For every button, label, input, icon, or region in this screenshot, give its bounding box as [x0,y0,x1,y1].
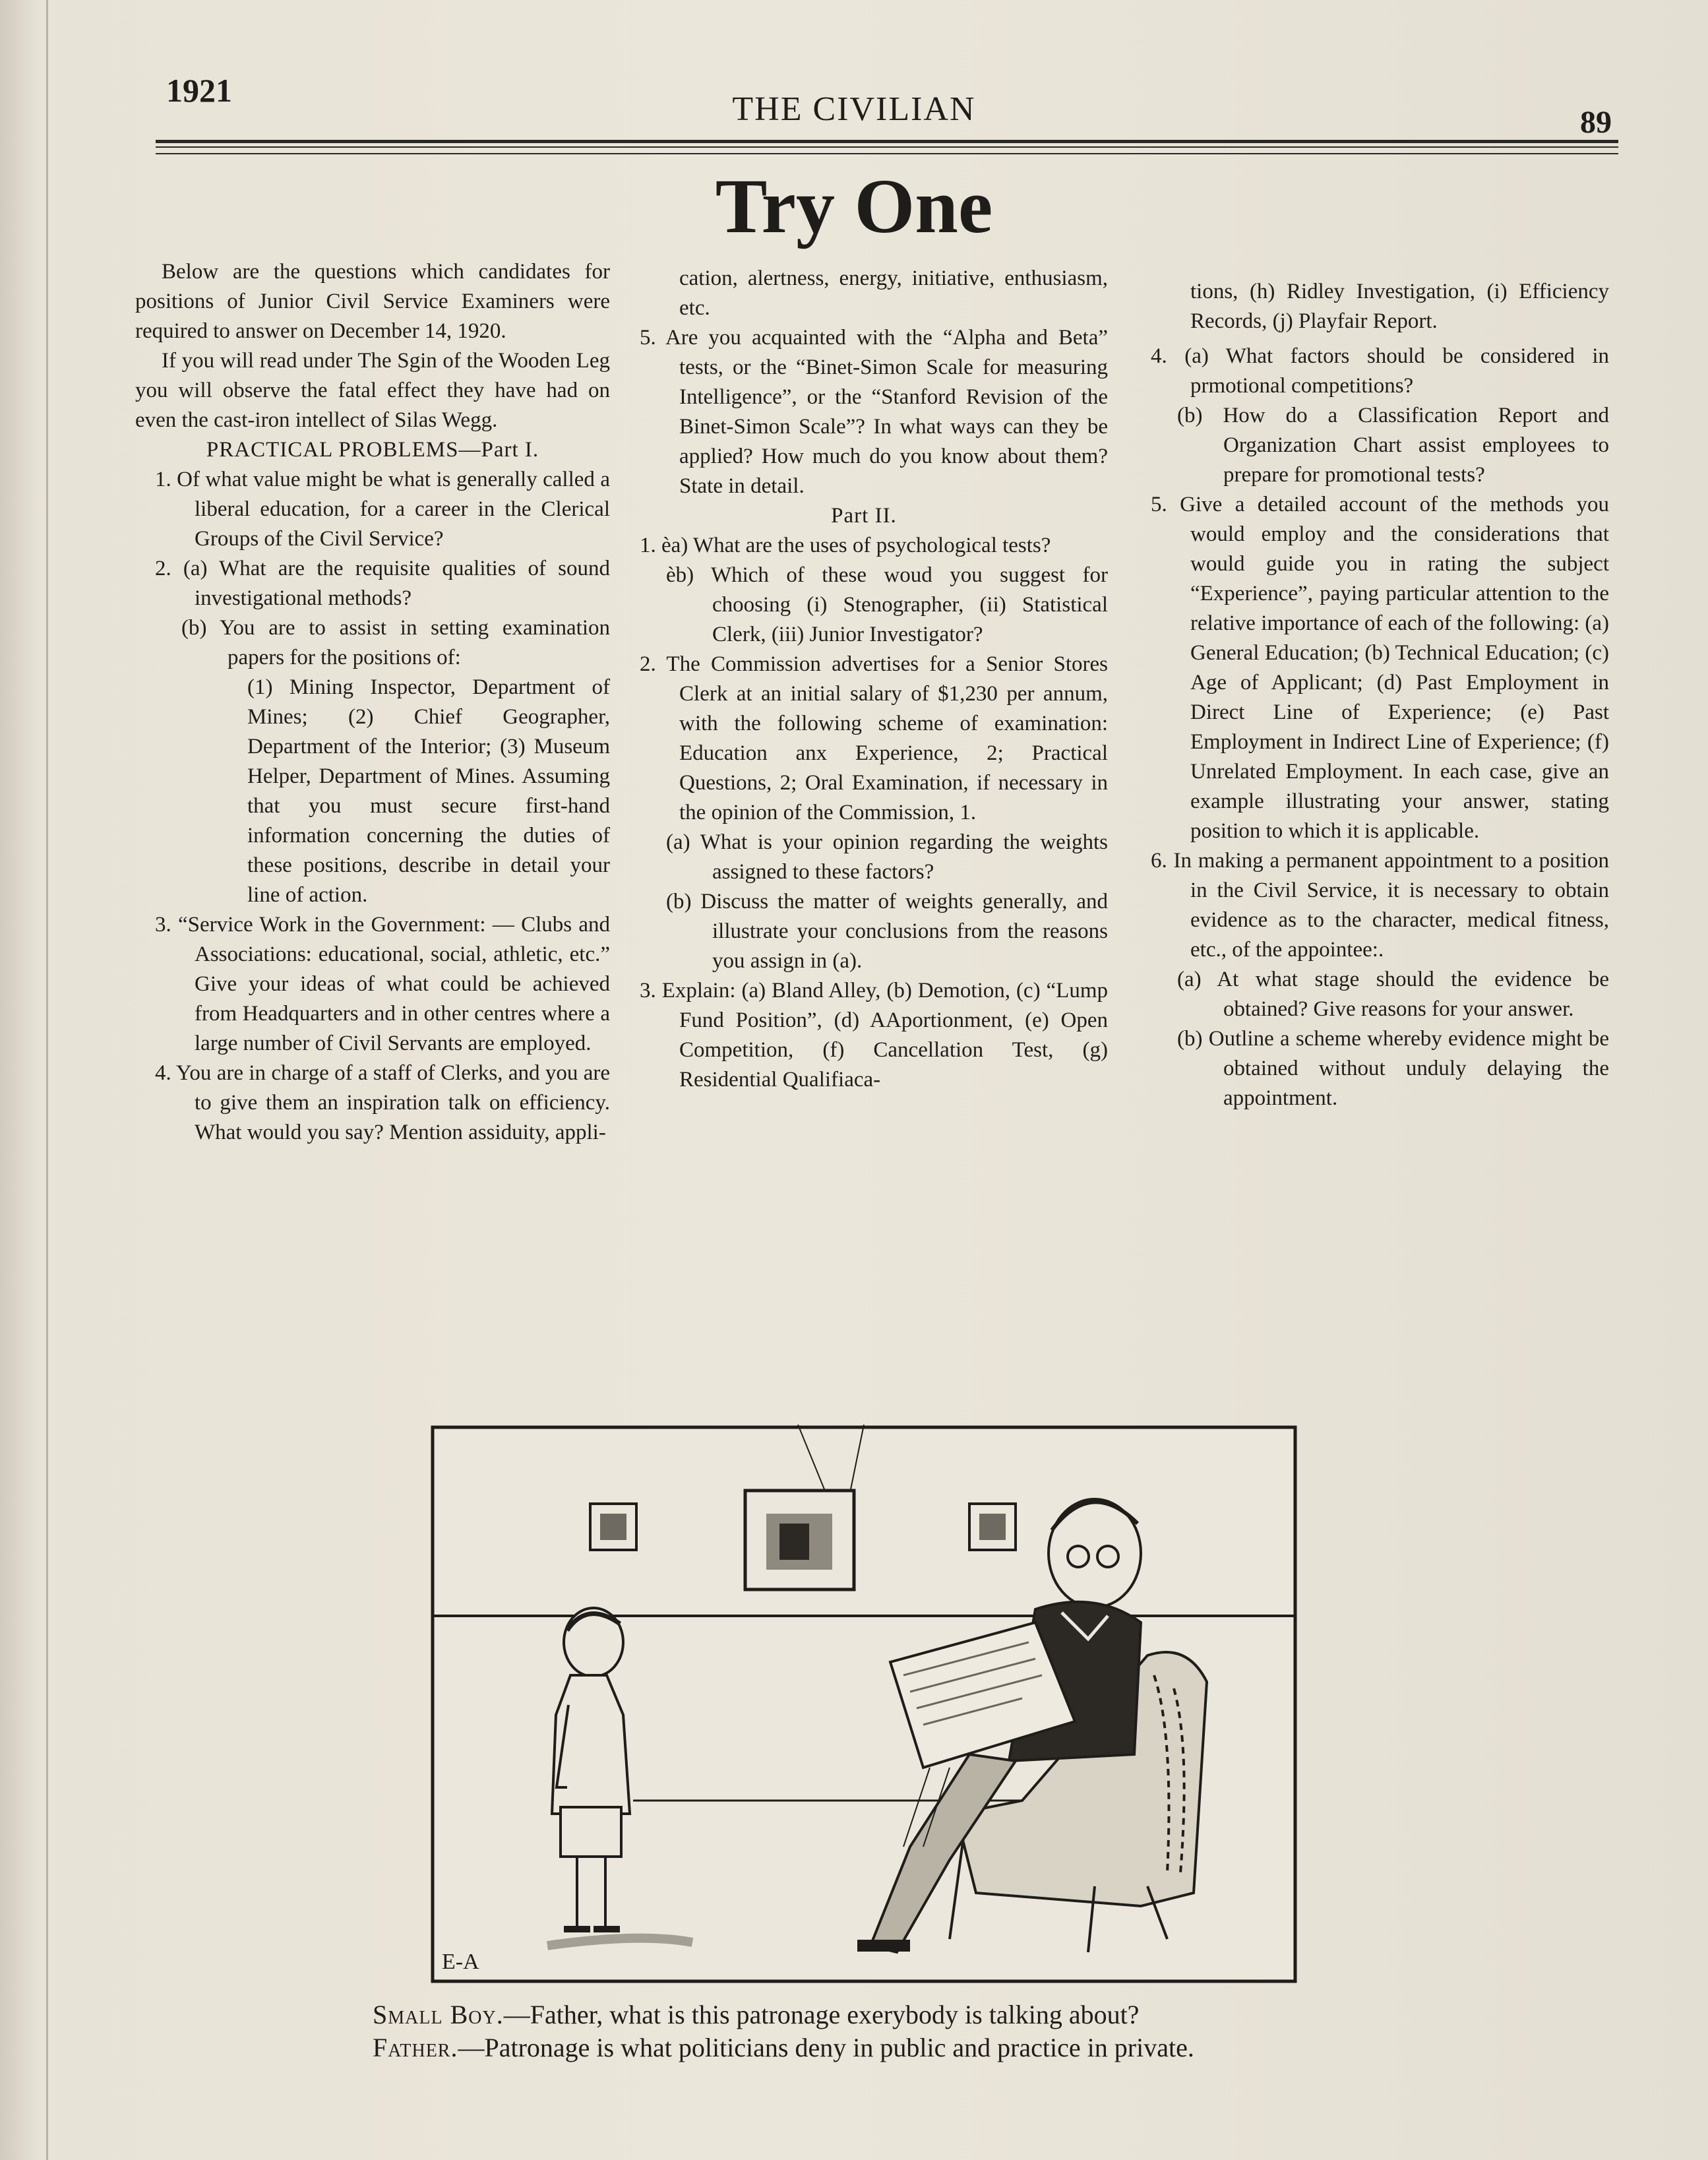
cartoon-illustration [429,1425,1299,1985]
question: (b) Outline a scheme whereby evidence might be obtained without unduly delaying the appointment. [1177,1027,1609,1110]
question: èb) Which of these woud you suggest for choosing (i) Stenographer, (ii) Statistical Clerk, (iii) Junior Investigator? [666,563,1108,646]
question: (b) Discuss the matter of weights generally, and illustrate your conclusions from the reasons you assign in (a). [666,890,1108,973]
cartoon-caption [373,1998,1322,2064]
header-page-number: 89 [1580,105,1612,140]
caption-line-father [373,2031,1322,2064]
question: 4. (a) What factors should be considered in prmotional competitions? [1151,344,1609,398]
intro-paragraph: If you will read under The Sgin of the Wooden Leg you will observe the fatal effect they have had on even the cast-iron intellect of Silas Wegg. [135,349,610,432]
cartoon-signature: E-A [442,1950,479,1974]
speaker-text: —Father, what is this patronage exerybody is talking about? [503,2000,1140,2029]
header-title: THE CIVILIAN [732,90,976,128]
question: (b) You are to assist in setting examination papers for the positions of: [181,616,610,669]
column-2 [620,264,1108,1095]
question: 1. Of what value might be what is generally called a liberal education, for a career in the Clerical Groups of the Civil Service? [155,468,610,551]
question: 1. èa) What are the uses of psychological tests? [640,534,1051,557]
question: 6. In making a permanent appointment to a position in the Civil Service, it is necessary to obtain evidence as to the character, medical fitness, etc., of the appointee:. [1151,849,1609,962]
column-3 [1131,277,1609,1113]
column-1 [135,257,610,1148]
question: 3. Explain: (a) Bland Alley, (b) Demotion, (c) “Lump Fund Position”, (d) AAportionment, (e) Open Competition, (f) Cancellation Test, (g) Residential Qualifiaca- [640,979,1108,1092]
header-year: 1921 [166,72,232,109]
section-heading: Part II. [831,504,897,528]
question-continuation: tions, (h) Ridley Investigation, (i) Efficiency Records, (j) Playfair Report. [1190,280,1609,333]
question: 2. (a) What are the requisite qualities of sound investigational methods? [155,557,610,610]
speaker-label: Father. [373,2033,458,2062]
question: (a) What is your opinion regarding the weights assigned to these factors? [666,830,1108,884]
speaker-label: Small Boy. [373,2000,504,2029]
question: 5. Give a detailed account of the methods you would employ and the considerations that would guide you in rating the subject “Experience”, paying particular attention to the relative importance of each of the following: (a) General Education; (b) Technical Education; (c) Age of Applicant; (d) Past Employment in Direct Line of Experience; (e) Past Employment in Indirect Line of Experience; (f) Unrelated Employment. In each case, give an example illustrating your answer, stating position to which it is applicable. [1151,493,1609,843]
intro-paragraph: Below are the questions which candidates for positions of Junior Civil Service Examiners were required to answer on December 14, 1920. [135,260,610,343]
question: 2. The Commission advertises for a Senior Stores Clerk at an initial salary of $1,230 per annum, with the following scheme of examination: Education anx Experience, 2; Practical Questions, 2; Oral Examination, if necessary in the opinion of the Commission, 1. [640,652,1108,824]
header-rule [156,146,1618,148]
header-rule [156,153,1618,154]
question: 3. “Service Work in the Government: — Clubs and Associations: educational, social, athletic, etc.” Give your ideas of what could be achieved from Headquarters and in other centres where a large number of Civil Servants are employed. [155,913,610,1055]
caption-line-boy [373,1998,1322,2031]
question: 4. You are in charge of a staff of Clerks, and you are to give them an inspiration talk on efficiency. What would you say? Mention assiduity, appli- [155,1061,610,1144]
header-rule [156,140,1618,143]
article-title: Try One [715,163,993,249]
binding-edge [46,0,48,2160]
section-heading: PRACTICAL PROBLEMS—Part I. [206,438,539,462]
question-continuation: cation, alertness, energy, initiative, enthusiasm, etc. [679,266,1108,320]
speaker-text: —Patronage is what politicians deny in public and practice in private. [458,2033,1194,2062]
question: (b) How do a Classification Report and Organization Chart assist employees to prepare for promotional tests? [1177,404,1609,487]
question: 5. Are you acquainted with the “Alpha and Beta” tests, or the “Binet-Simon Scale for measuring Intelligence”, or the “Stanford Revision of the Binet-Simon Scale”? In what ways can they be applied? How much do you know about them? State in detail. [640,326,1108,498]
question-list: (1) Mining Inspector, Department of Mines; (2) Chief Geographer, Department of the Interior; (3) Museum Helper, Department of Mines. Assuming that you must secure first-hand information concerning the duties of these positions, describe in detail your line of action. [247,675,610,907]
question: (a) At what stage should the evidence be obtained? Give reasons for your answer. [1177,968,1609,1021]
